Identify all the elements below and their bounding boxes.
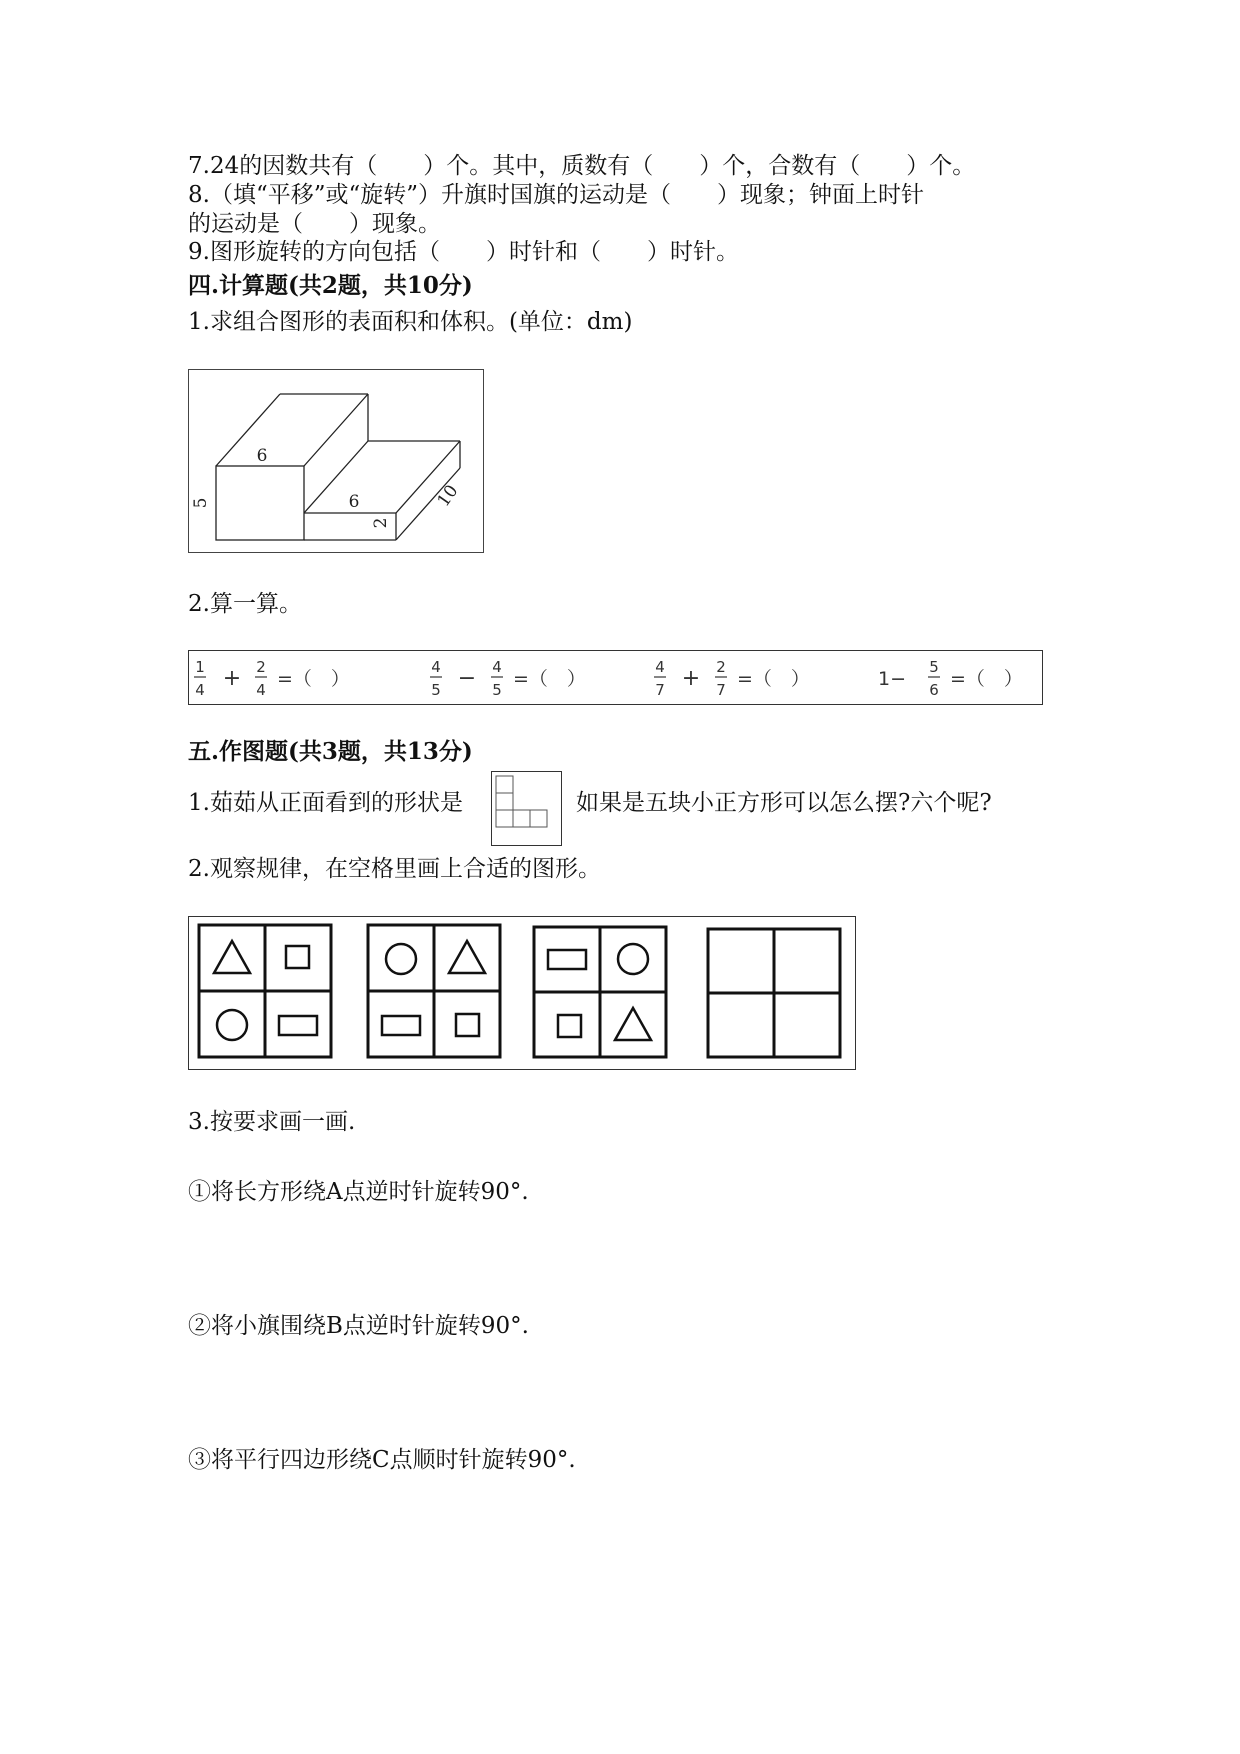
svg-text:=（ ）: =（ ） <box>513 668 586 690</box>
svg-text:7: 7 <box>716 681 726 699</box>
svg-text:4: 4 <box>195 681 205 699</box>
draw-question-3-item-1: ①将长方形绕A点逆时针旋转90°. <box>188 1179 529 1205</box>
pattern-grids <box>188 916 856 1070</box>
svg-text:+: + <box>681 666 701 691</box>
svg-text:4: 4 <box>431 658 441 676</box>
section-5-heading: 五.作图题(共3题，共13分) <box>188 738 473 765</box>
fraction-exercises <box>188 650 1043 705</box>
svg-text:5: 5 <box>431 681 441 699</box>
dim-top-width: 6 <box>256 446 268 466</box>
combined-solid-figure <box>188 369 484 553</box>
calc-question-1: 1.求组合图形的表面积和体积。(单位：dm) <box>188 309 633 335</box>
draw-question-3-item-3: ③将平行四边形绕C点顺时针旋转90°. <box>188 1447 576 1473</box>
question-7: 7.24的因数共有（ ）个。其中，质数有（ ）个，合数有（ ）个。 <box>188 153 976 179</box>
svg-text:6: 6 <box>929 681 939 699</box>
svg-text:5: 5 <box>492 681 502 699</box>
svg-text:+: + <box>222 666 242 691</box>
draw-question-1-continued: 如果是五块小正方形可以怎么摆?六个呢? <box>576 790 992 816</box>
dim-depth: 10 <box>433 481 463 511</box>
question-8-line2: 的运动是（ ）现象。 <box>188 211 441 237</box>
svg-text:7: 7 <box>655 681 665 699</box>
svg-text:=（ ）: =（ ） <box>950 668 1023 690</box>
draw-question-3-item-2: ②将小旗围绕B点逆时针旋转90°. <box>188 1313 529 1339</box>
svg-text:5: 5 <box>929 658 939 676</box>
draw-question-3: 3.按要求画一画. <box>188 1109 356 1135</box>
svg-text:=（ ）: =（ ） <box>737 668 810 690</box>
question-8-line1: 8.（填“平移”或“旋转”）升旗时国旗的运动是（ ）现象；钟面上时针 <box>188 182 924 208</box>
draw-question-1-text: 1.茹茹从正面看到的形状是 <box>188 790 463 816</box>
dim-step-width: 6 <box>348 492 360 512</box>
svg-text:2: 2 <box>716 658 726 676</box>
calc-question-2: 2.算一算。 <box>188 591 302 617</box>
svg-text:−: − <box>457 666 477 691</box>
section-4-heading: 四.计算题(共2题，共10分) <box>188 272 473 299</box>
dim-height: 5 <box>191 497 211 509</box>
svg-text:1−: 1− <box>878 668 907 690</box>
svg-text:4: 4 <box>655 658 665 676</box>
svg-text:2: 2 <box>256 658 266 676</box>
svg-text:4: 4 <box>256 681 266 699</box>
svg-text:4: 4 <box>492 658 502 676</box>
draw-question-2: 2.观察规律，在空格里画上合适的图形。 <box>188 856 601 882</box>
svg-text:1: 1 <box>195 658 205 676</box>
question-9: 9.图形旋转的方向包括（ ）时针和（ ）时针。 <box>188 239 739 265</box>
dim-step-height: 2 <box>371 517 391 529</box>
front-view-figure <box>491 771 563 847</box>
svg-text:=（ ）: =（ ） <box>277 668 350 690</box>
